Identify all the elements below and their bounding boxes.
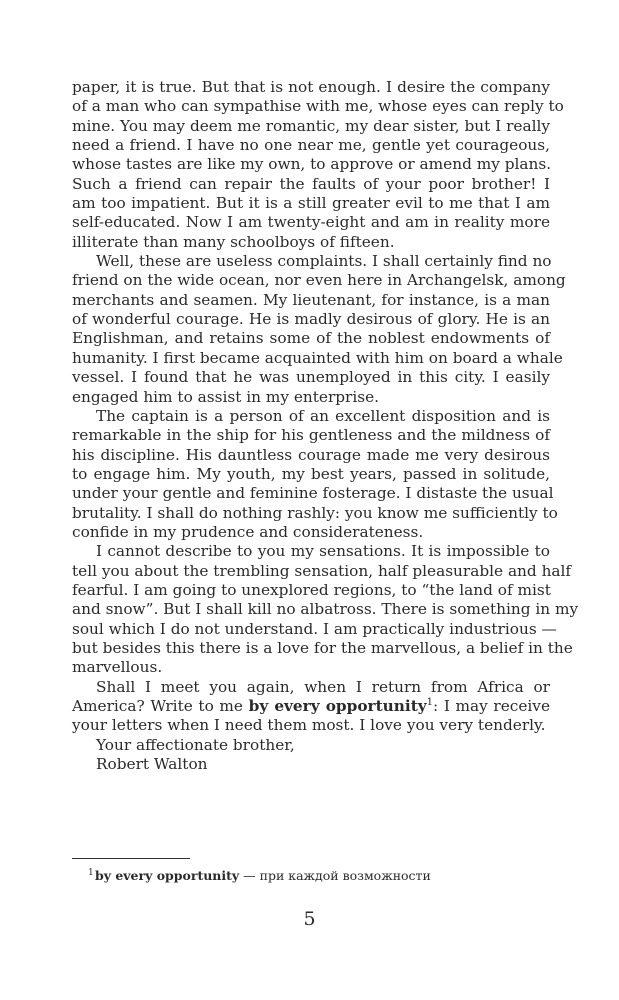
text-line: whose tastes are like my own, to approve or amend my plans. [72,155,552,174]
footnote-marker: 1 [88,867,94,878]
text-fragment: : I may receive [433,697,550,715]
text-line: self-educated. Now I am twenty-eight and am in reality more [72,213,550,232]
text-line: brutality. I shall do nothing rashly: you know me sufficiently to [72,503,558,522]
text-line: his discipline. His dauntless courage made me very desirous [72,445,550,464]
paragraphs [72,78,579,678]
text-line: Shall I meet you again, when I return from Africa or [96,677,550,696]
text-line: illiterate than many schoolboys of fifteen. [72,232,395,251]
text-fragment: America? Write to me [72,697,249,715]
footnote-dash: — [239,868,260,883]
text-line: am too impatient. But it is a still greater evil to me that I am [72,194,550,213]
text-line: vessel. I found that he was unemployed in this city. I easily [72,368,550,387]
text-line: need a friend. I have no one near me, gentle yet courageous, [72,136,550,155]
paragraph [72,406,558,542]
text-line: fearful. I am going to unexplored regions, to “the land of mist [72,580,551,599]
footnote-term: by every opportunity [94,868,240,883]
paragraph [72,252,566,407]
paragraph [72,542,579,677]
text-line: Well, these are useless complaints. I shall certainly find no [96,252,552,271]
text-line: but besides this there is a love for the marvellous, a belief in the [72,638,573,657]
text-line: The captain is a person of an excellent disposition and is [96,406,550,425]
footnote-divider [72,858,190,859]
text-line: soul which I do not understand. I am practically industrious — [72,619,557,638]
text-line: Such a friend can repair the faults of your poor brother! I [72,174,550,193]
glossed-term: by every opportunity [248,697,427,715]
text-line: I cannot describe to you my sensations. It is impossible to [96,542,550,561]
body-text [72,78,579,774]
letter-closing: Your affectionate brother, [96,735,295,754]
text-line: tell you about the trembling sensation, half pleasurable and half [72,561,572,580]
text-line: engaged him to assist in my enterprise. [72,387,380,406]
page-number: 5 [303,908,316,930]
footnote-translation: при каждой возможности [259,868,431,883]
text-line: your letters when I need them most. I love you very tenderly. [72,716,546,735]
footnote-reference[interactable]: 1 [426,696,434,708]
text-line: merchants and seamen. My lieutenant, for instance, is a man [72,290,550,309]
text-line: paper, it is true. But that is not enough. I desire the company [72,78,550,96]
paragraph [72,678,550,736]
text-line: to engage him. My youth, my best years, passed in solitude, [72,464,550,483]
text-line: confide in my prudence and considerateness. [72,522,424,541]
signature-name: Robert Walton [96,755,208,774]
text-line: of wonderful courage. He is madly desirous of glory. He is an [72,310,550,329]
text-line: mine. You may deem me romantic, my dear sister, but I really [72,116,550,135]
text-line: and snow”. But I shall kill no albatross. There is something in my [72,600,579,619]
text-line: remarkable in the ship for his gentleness and the mildness of [72,426,550,445]
text-line: humanity. I first became acquainted with him on board a whale [72,348,563,367]
text-line: of a man who can sympathise with me, whose eyes can reply to [72,97,564,116]
text-line: under your gentle and feminine fosterage. I distaste the usual [72,484,554,503]
text-line [72,697,550,716]
text-line: Englishman, and retains some of the noblest endowments of [72,329,550,348]
footnote [88,868,431,884]
text-line: friend on the wide ocean, nor even here in Archangelsk, among [72,271,566,290]
text-line: marvellous. [72,658,163,677]
paragraph [72,78,564,252]
